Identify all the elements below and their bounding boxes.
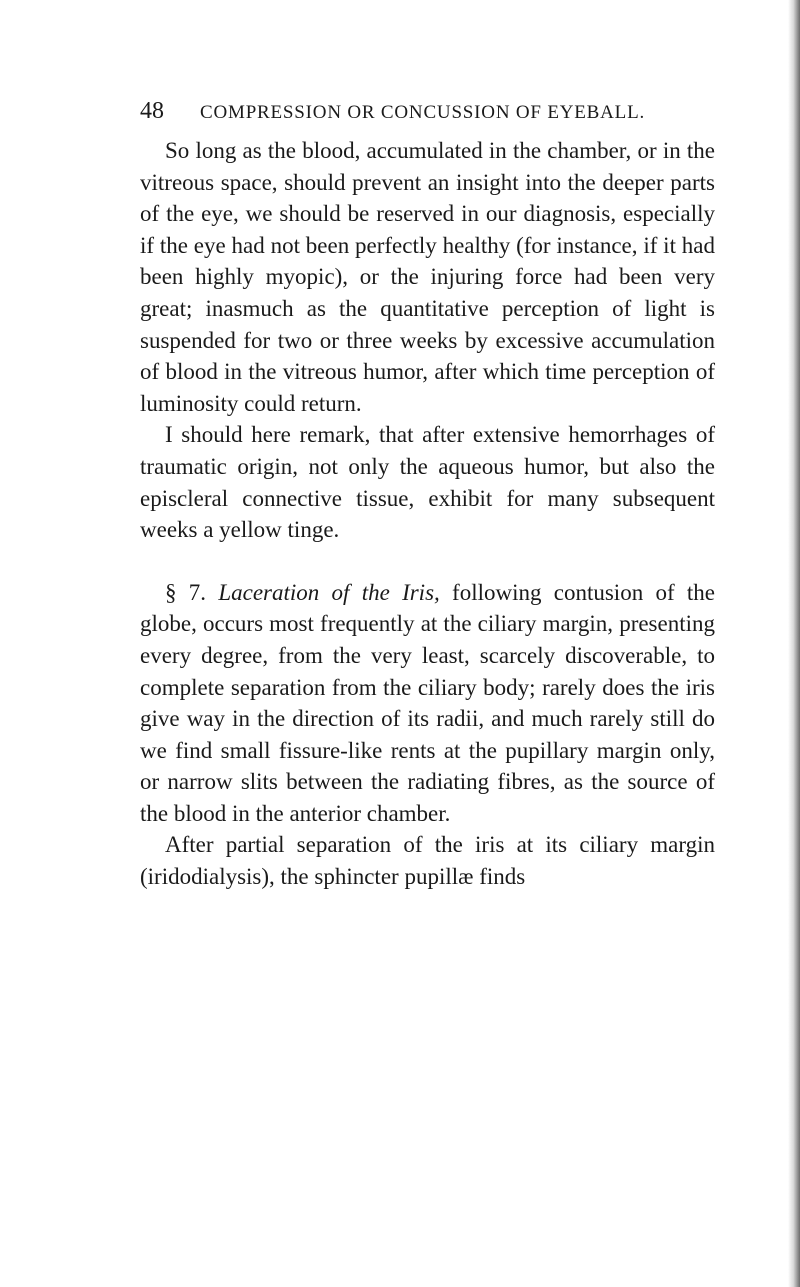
paragraph-hemorrhage-tinge: I should here remark, that after extensive hemorrhages of traumatic origin, not only the aqueous humor, but also the episcleral connective tissue, exhibit for many subsequent weeks a yellow tinge. xyxy=(140,422,715,543)
paragraph-iridodialysis: After partial separation of the iris at its ciliary margin (iridodialysis), the sphincter pupillæ finds xyxy=(140,832,715,890)
running-head xyxy=(140,98,715,125)
body-text xyxy=(140,135,715,893)
book-page xyxy=(140,98,715,893)
section-text: following contusion of the globe, occurs most frequently at the ciliary margin, presenting every degree, from the very least, scarcely discoverable, to complete separation from the ciliary body; rarely does the iris give way in the direction of its radii, and much rarely still do we find small fissure-like rents at the pupillary margin only, or narrow slits between the radiating fibres, as the source of the blood in the anterior chamber. xyxy=(140,579,716,826)
page-number: 48 xyxy=(140,98,164,124)
running-title: COMPRESSION OR CONCUSSION OF EYEBALL. xyxy=(200,102,646,123)
section-7-paragraph xyxy=(140,577,715,830)
paragraph-blood-accumulation: So long as the blood, accumulated in the chamber, or in the vitreous space, should prevent an insight into the deeper parts of the eye, we should be reserved in our diagnosis, especially if the eye had not been perfectly healthy (for instance, if it had been highly myopic), or the injuring force had been very great; inasmuch as the quantitative perception of light is suspended for two or three weeks by excessive accumulation of blood in the vitreous humor, after which time perception of luminosity could return. xyxy=(140,138,715,416)
page-edge-shadow xyxy=(788,0,800,1287)
section-title: Laceration of the Iris, xyxy=(218,579,440,605)
section-number: § 7. xyxy=(165,579,207,605)
